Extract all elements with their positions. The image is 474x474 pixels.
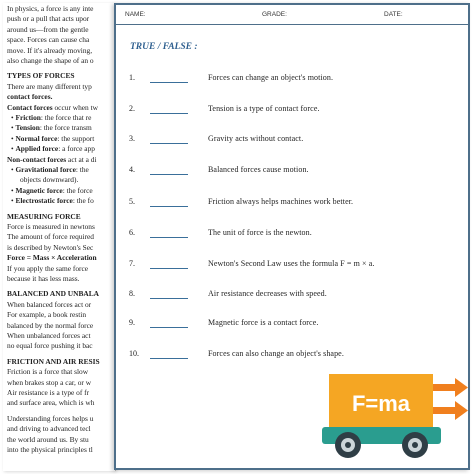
line-text: space. Forces can cause cha [7,35,90,45]
line-text: : a force app [58,144,95,154]
bold-term: Friction [15,113,41,122]
back-text-line [7,310,86,320]
wheel-icon [335,432,361,458]
back-text-line [7,300,91,310]
question-item [129,349,459,361]
line-text: When balanced forces act or [7,299,92,309]
worksheet-header [116,5,468,25]
line-text: into the physical principles tl [7,445,93,454]
back-text-line [7,82,92,92]
back-text-line [7,388,89,398]
arrow-icon [433,378,468,420]
line-text: There are many different typ [7,81,92,91]
line-text: BALANCED AND UNBALA [7,289,99,299]
force-truck-illustration [321,374,474,469]
back-text-line [7,367,88,377]
line-text: Friction is a force that slow [7,367,89,377]
question-number: 5. [129,197,135,206]
question-number: 2. [129,104,135,113]
back-text-line [7,331,91,341]
line-text: TYPES OF FORCES [7,71,75,81]
bullet-icon: • [11,185,16,195]
question-text: Air resistance decreases with speed. [208,289,327,298]
question-item [129,73,459,85]
line-text: In physics, a force is any inte [7,4,94,13]
bullet-icon: • [11,113,16,122]
back-text-line [7,25,88,35]
back-text-line [7,14,89,24]
back-text-line [7,321,93,331]
line-text: and surface area, which is wh [7,398,95,408]
back-text-line [7,113,91,123]
wheel-icon [402,432,428,458]
back-text-line [7,398,94,408]
back-text-line [7,232,94,242]
bold-term: Applied force [15,144,59,154]
line-text: : the fo [72,196,94,206]
bold-term: Electrostatic force [15,196,73,206]
answer-blank[interactable] [150,174,188,175]
line-text: When unbalanced forces act [7,331,91,340]
line-text: : the force [62,185,93,195]
name-label: NAME: [125,11,146,18]
bold-term: Tension [15,123,40,133]
line-text: because it has less mass. [7,274,80,283]
back-text-line [7,378,91,388]
line-text: FRICTION AND AIR RESIS [7,356,100,366]
question-number: 4. [129,165,135,174]
line-text: push or a pull that acts upor [7,14,90,24]
bold-term: Contact forces [7,102,53,112]
back-heading [7,71,74,81]
back-text-line [7,46,92,56]
line-text: around us—from the gentle [7,24,89,34]
line-text: is described by Newton's Sec [7,242,94,252]
bold-term: Magnetic force [15,185,63,195]
back-text-line [7,424,91,434]
line-text: If you apply the same force [7,263,89,273]
question-text: Friction always helps machines work better. [208,197,354,206]
question-item [129,289,459,301]
question-item [129,134,459,146]
back-heading [7,289,99,299]
line-text: balanced by the normal force [7,320,94,330]
back-text-line [7,274,79,284]
bullet-icon: • [11,196,16,206]
question-item [129,165,459,177]
question-item [129,259,459,271]
back-text-line [7,92,52,102]
line-text: contact forces. [7,92,53,102]
answer-blank[interactable] [150,237,188,238]
section-title: TRUE / FALSE : [130,42,198,52]
question-text: Newton's Second Law uses the formula F = m × a. [208,259,375,268]
line-text: For example, a book restin [7,310,87,320]
back-text-line [7,414,93,424]
formula-label: F=ma [351,391,411,416]
back-text-line [7,165,89,175]
question-item [129,197,459,209]
question-number: 8. [129,289,135,298]
back-text-line [7,196,94,206]
line-text: The amount of force required [7,232,95,242]
question-text: Balanced forces cause motion. [208,165,309,174]
line-text: no equal force pushing it bac [7,341,93,351]
line-text: : the [75,165,89,174]
back-text-line [7,144,95,154]
back-text-line [7,435,89,445]
answer-blank[interactable] [150,143,188,144]
question-number: 6. [129,228,135,237]
question-text: Gravity acts without contact. [208,134,304,143]
question-text: The unit of force is the newton. [208,228,312,237]
line-text: occur when tw [52,102,98,112]
question-item [129,228,459,240]
line-text: Force is measured in newtons [7,222,95,231]
back-heading [7,357,100,367]
question-text: Forces can also change an object's shape. [208,349,344,358]
back-text-line [7,134,94,144]
back-text-line [7,222,95,232]
answer-blank[interactable] [150,327,188,328]
line-text: move. If it's already moving, [7,45,93,55]
line-text: act at a di [66,154,97,164]
back-text-line [7,186,93,196]
question-item [129,104,459,116]
back-heading [7,212,81,222]
question-number: 10. [129,349,139,358]
line-text: : the support [57,133,95,143]
question-item [129,318,459,330]
bold-term: Normal force [15,133,58,143]
back-page [3,3,116,471]
line-text: objects downward). [20,175,79,185]
line-text: : the force transm [39,123,92,133]
back-text-line [7,35,89,45]
back-text-line [7,175,78,185]
line-text: MEASURING FORCE [7,211,81,221]
bold-term: Force = Mass × Acceleration [7,253,97,263]
bullet-icon: • [11,133,16,143]
question-number: 9. [129,318,135,327]
line-text: Understanding forces helps u [7,413,94,423]
question-text: Magnetic force is a contact force. [208,318,319,327]
answer-blank[interactable] [150,358,188,359]
back-text-line [7,253,97,263]
question-number: 3. [129,134,135,143]
question-number: 1. [129,73,135,82]
bullet-icon: • [11,144,16,154]
line-text: the world around us. By stu [7,434,89,444]
bullet-icon: • [11,165,16,174]
back-text-line [7,445,93,455]
line-text: when brakes stop a car, or w [7,377,92,387]
line-text: : the force that re [40,113,92,122]
bold-term: Non-contact forces [7,154,67,164]
answer-blank[interactable] [150,113,188,114]
question-number: 7. [129,259,135,268]
back-text-line [7,341,93,351]
back-text-line [7,155,97,165]
back-text-line [7,4,93,14]
bold-term: Gravitational force [15,165,76,174]
question-text: Forces can change an object's motion. [208,73,334,82]
line-text: and driving to advanced tecl [7,424,91,434]
back-text-line [7,123,92,133]
answer-blank[interactable] [150,82,188,83]
worksheet-page [114,3,470,470]
answer-blank[interactable] [150,206,188,207]
line-text: Air resistance is a type of fr [7,388,90,397]
answer-blank[interactable] [150,298,188,299]
question-text: Tension is a type of contact force. [208,104,320,113]
line-text: also change the shape of an o [7,56,94,65]
back-text-line [7,56,94,66]
date-label: DATE: [384,11,403,18]
bullet-icon: • [11,123,16,133]
back-text-line [7,264,88,274]
grade-label: GRADE: [262,11,287,18]
back-text-line [7,243,93,253]
back-text-line [7,103,98,113]
answer-blank[interactable] [150,268,188,269]
